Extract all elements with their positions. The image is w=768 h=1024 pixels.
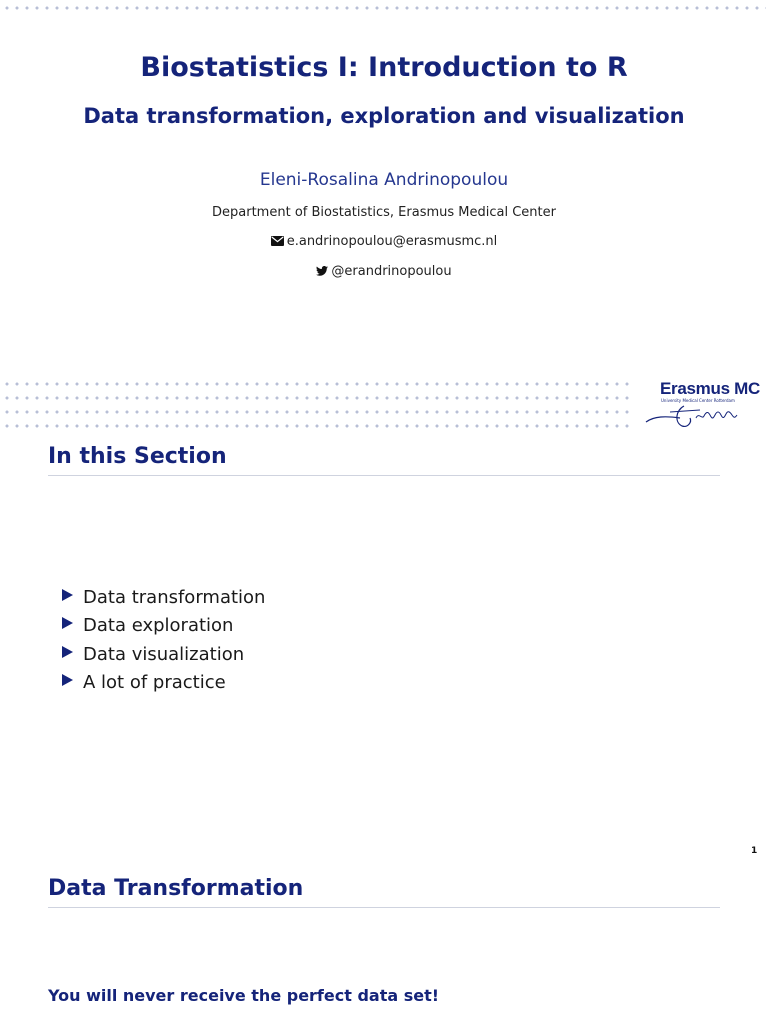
section-heading-in-this-section: In this Section [48, 444, 227, 469]
section-heading-data-transformation: Data Transformation [48, 876, 304, 901]
logo-name: Erasmus MC [660, 379, 760, 398]
email-line [0, 234, 768, 250]
list-item [62, 586, 265, 614]
section-bullet-list [62, 586, 265, 699]
department: Department of Biostatistics, Erasmus Medical Center [212, 205, 556, 220]
twitter-line [0, 264, 768, 280]
emphasis-statement: You will never receive the perfect data set! [48, 986, 440, 1005]
heading-divider [48, 907, 720, 908]
bullet-text: Data visualization [83, 643, 245, 665]
bullet-text: A lot of practice [83, 671, 226, 693]
list-item [62, 614, 265, 642]
footer-dot-row [2, 424, 634, 428]
twitter-handle[interactable]: @erandrinopoulou [331, 264, 452, 279]
twitter-bird-icon [316, 265, 328, 280]
email-address[interactable]: e.andrinopoulou@erasmusmc.nl [286, 234, 498, 249]
list-item [62, 671, 265, 699]
triangle-bullet-icon [62, 674, 73, 686]
envelope-icon [271, 235, 284, 250]
footer-dot-row [2, 410, 634, 414]
triangle-bullet-icon [62, 617, 73, 629]
logo-tagline: University Medical Center Rotterdam [661, 398, 735, 403]
bullet-text: Data transformation [83, 587, 266, 608]
triangle-bullet-icon [62, 646, 73, 658]
author-name: Eleni-Rosalina Andrinopoulou [259, 170, 509, 190]
triangle-bullet-icon [62, 589, 73, 601]
bullet-text: Data exploration [83, 615, 234, 637]
heading-divider [48, 475, 720, 476]
top-dot-border [2, 6, 766, 10]
list-item [62, 643, 265, 671]
page-number: 1 [751, 846, 758, 856]
footer-dot-row [2, 382, 634, 386]
slide-subtitle: Data transformation, exploration and visualization [83, 104, 685, 128]
footer-dot-row [2, 396, 634, 400]
slide-title: Biostatistics I: Introduction to R [140, 52, 628, 83]
logo-signature-icon [640, 376, 764, 432]
erasmus-mc-logo [640, 376, 764, 432]
